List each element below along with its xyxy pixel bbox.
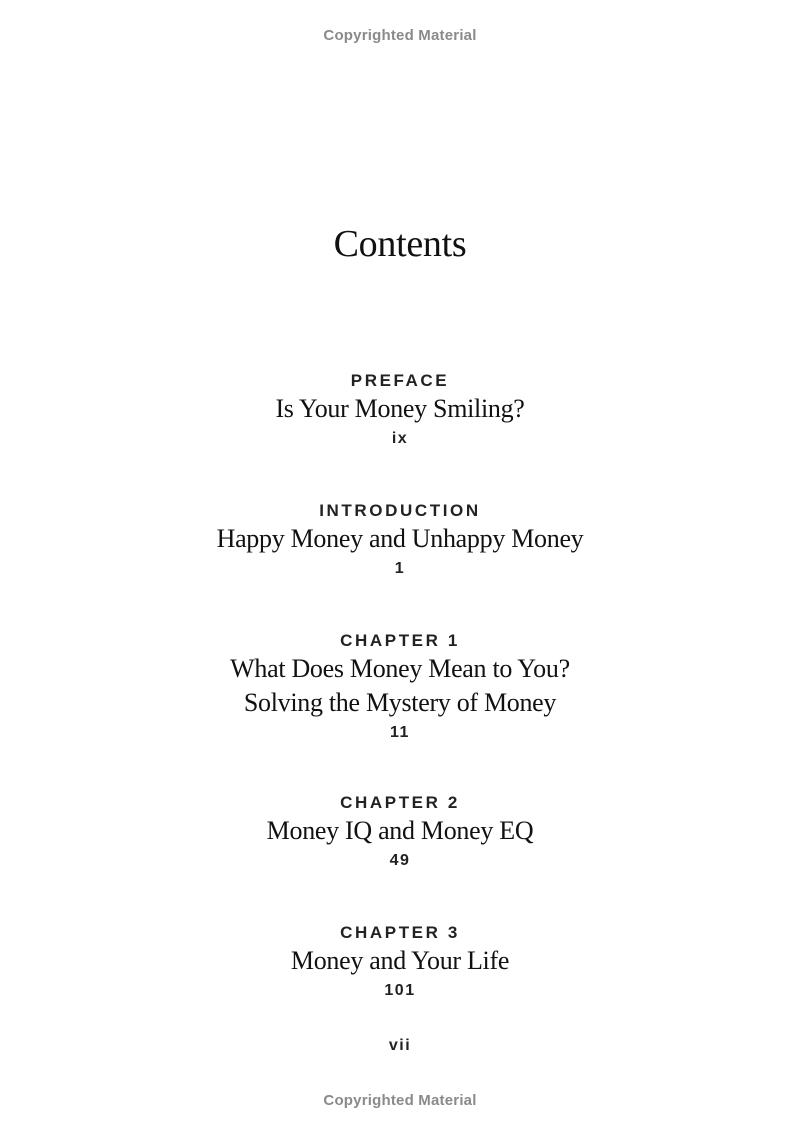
toc-entry-title: Money IQ and Money EQ bbox=[266, 816, 534, 845]
copyright-watermark-top: Copyrighted Material bbox=[323, 27, 477, 44]
toc-entry-chapter-1[interactable] bbox=[0, 630, 800, 746]
toc-entry-label: CHAPTER 2 bbox=[340, 793, 460, 812]
toc-entry-preface[interactable] bbox=[0, 370, 800, 452]
toc-entry-label: INTRODUCTION bbox=[319, 501, 481, 520]
toc-entry-page-number: ix bbox=[391, 430, 409, 447]
toc-entry-title: Money and Your Life bbox=[290, 946, 510, 975]
toc-entry-chapter-2[interactable] bbox=[0, 792, 800, 874]
toc-entry-page-number: 49 bbox=[389, 852, 411, 869]
page-title: Contents bbox=[333, 223, 467, 265]
page-folio: vii bbox=[388, 1037, 412, 1054]
toc-entry-label: CHAPTER 1 bbox=[340, 631, 460, 650]
copyright-watermark-bottom: Copyrighted Material bbox=[323, 1092, 477, 1109]
toc-entry-introduction[interactable] bbox=[0, 500, 800, 582]
toc-entry-page-number: 11 bbox=[390, 724, 410, 741]
toc-entry-page-number: 101 bbox=[384, 982, 416, 999]
toc-entry-label: PREFACE bbox=[350, 371, 450, 390]
toc-entry-title: Happy Money and Unhappy Money bbox=[216, 524, 584, 553]
toc-entry-title: What Does Money Mean to You? bbox=[230, 654, 570, 683]
toc-entry-page-number: 1 bbox=[394, 560, 406, 577]
toc-entry-title: Is Your Money Smiling? bbox=[275, 394, 525, 423]
toc-entry-chapter-3[interactable] bbox=[0, 922, 800, 1004]
toc-entry-label: CHAPTER 3 bbox=[340, 923, 460, 942]
toc-entry-subtitle: Solving the Mystery of Money bbox=[243, 688, 557, 717]
